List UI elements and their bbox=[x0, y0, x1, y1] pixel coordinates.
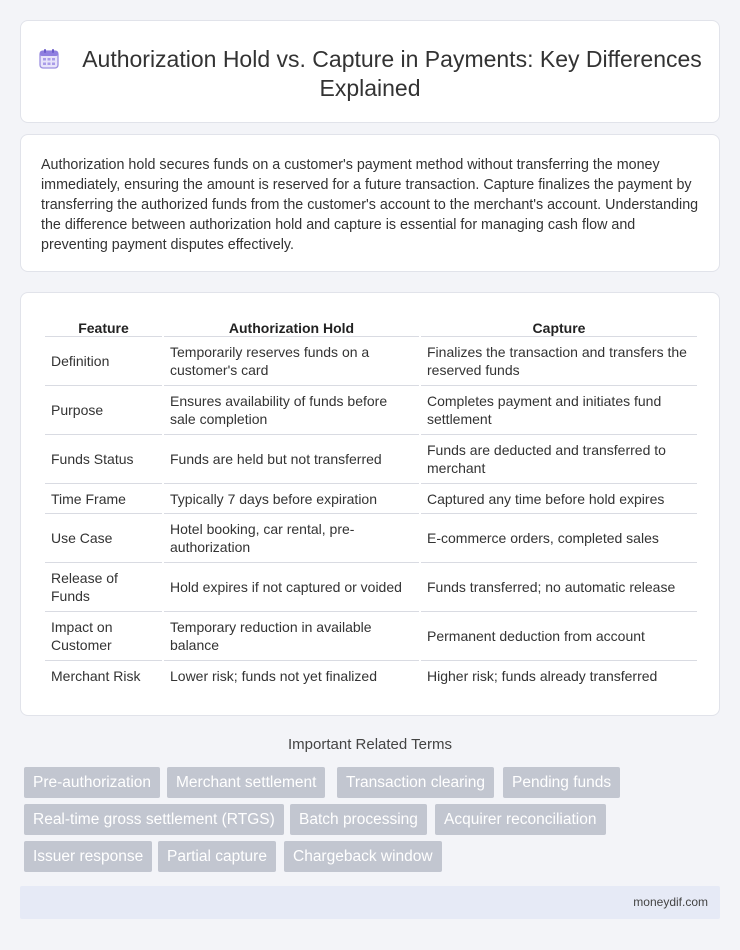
comparison-table bbox=[43, 316, 699, 691]
row-feature: Funds Status bbox=[45, 435, 162, 484]
footer-site-link[interactable]: moneydif.com bbox=[633, 895, 708, 909]
table-row bbox=[45, 484, 697, 514]
table-row bbox=[45, 386, 697, 435]
tag-partial-capture[interactable]: Partial capture bbox=[158, 841, 276, 872]
row-feature: Purpose bbox=[45, 386, 162, 435]
header-card bbox=[20, 20, 720, 123]
page-title-wrap bbox=[21, 45, 719, 103]
row-capture: E-commerce orders, completed sales bbox=[421, 514, 697, 563]
row-feature: Definition bbox=[45, 337, 162, 386]
row-authorization-hold: Funds are held but not transferred bbox=[164, 435, 419, 484]
row-feature: Impact on Customer bbox=[45, 612, 162, 661]
table-row bbox=[45, 435, 697, 484]
table-header-row bbox=[45, 316, 697, 337]
row-authorization-hold: Temporarily reserves funds on a customer's card bbox=[164, 337, 419, 386]
row-feature: Time Frame bbox=[45, 484, 162, 514]
calendar-icon bbox=[38, 48, 60, 70]
intro-card bbox=[20, 134, 720, 272]
row-capture: Captured any time before hold expires bbox=[421, 484, 697, 514]
row-feature: Use Case bbox=[45, 514, 162, 563]
tag-merchant-settlement[interactable]: Merchant settlement bbox=[167, 767, 325, 798]
row-authorization-hold: Typically 7 days before expiration bbox=[164, 484, 419, 514]
row-authorization-hold: Hotel booking, car rental, pre-authorization bbox=[164, 514, 419, 563]
header-feature: Feature bbox=[45, 316, 162, 337]
row-capture: Permanent deduction from account bbox=[421, 612, 697, 661]
row-capture: Funds are deducted and transferred to merchant bbox=[421, 435, 697, 484]
tag-pre-authorization[interactable]: Pre-authorization bbox=[24, 767, 160, 798]
table-row bbox=[45, 563, 697, 612]
tag-acquirer-reconciliation[interactable]: Acquirer reconciliation bbox=[435, 804, 606, 835]
tag-transaction-clearing[interactable]: Transaction clearing bbox=[337, 767, 494, 798]
table-row bbox=[45, 661, 697, 691]
row-capture: Completes payment and initiates fund settlement bbox=[421, 386, 697, 435]
footer-bar bbox=[20, 886, 720, 919]
related-terms-heading: Important Related Terms bbox=[288, 736, 452, 753]
row-capture: Higher risk; funds already transferred bbox=[427, 668, 658, 684]
row-capture: Funds transferred; no automatic release bbox=[421, 563, 697, 612]
tag-pending-funds[interactable]: Pending funds bbox=[503, 767, 620, 798]
row-feature: Merchant Risk bbox=[51, 668, 141, 684]
row-authorization-hold: Ensures availability of funds before sale completion bbox=[164, 386, 419, 435]
header-capture: Capture bbox=[421, 316, 697, 337]
row-feature: Release of Funds bbox=[45, 563, 162, 612]
tag-batch-processing[interactable]: Batch processing bbox=[290, 804, 427, 835]
comparison-table-card bbox=[20, 292, 720, 716]
row-authorization-hold: Hold expires if not captured or voided bbox=[164, 563, 419, 612]
tag-issuer-response[interactable]: Issuer response bbox=[24, 841, 152, 872]
table-row bbox=[45, 514, 697, 563]
tag-chargeback-window[interactable]: Chargeback window bbox=[284, 841, 442, 872]
page-title: Authorization Hold vs. Capture in Payments: Key Differences Explained bbox=[82, 46, 702, 101]
tag-rtgs[interactable]: Real-time gross settlement (RTGS) bbox=[24, 804, 284, 835]
table-row bbox=[45, 612, 697, 661]
intro-paragraph: Authorization hold secures funds on a customer's payment method without transferring the money immediately, ensuring the amount is reserved for a future transaction. Capture finalizes the payment by transferring the authorized funds from the customer's account to the merchant's account. Understanding the difference between authorization hold and capture is essential for managing cash flow and preventing payment disputes effectively. bbox=[41, 157, 699, 253]
row-capture: Finalizes the transaction and transfers the reserved funds bbox=[421, 337, 697, 386]
table-row bbox=[45, 337, 697, 386]
row-authorization-hold: Temporary reduction in available balance bbox=[164, 612, 419, 661]
row-authorization-hold: Lower risk; funds not yet finalized bbox=[170, 668, 377, 684]
header-authorization-hold: Authorization Hold bbox=[164, 316, 419, 337]
